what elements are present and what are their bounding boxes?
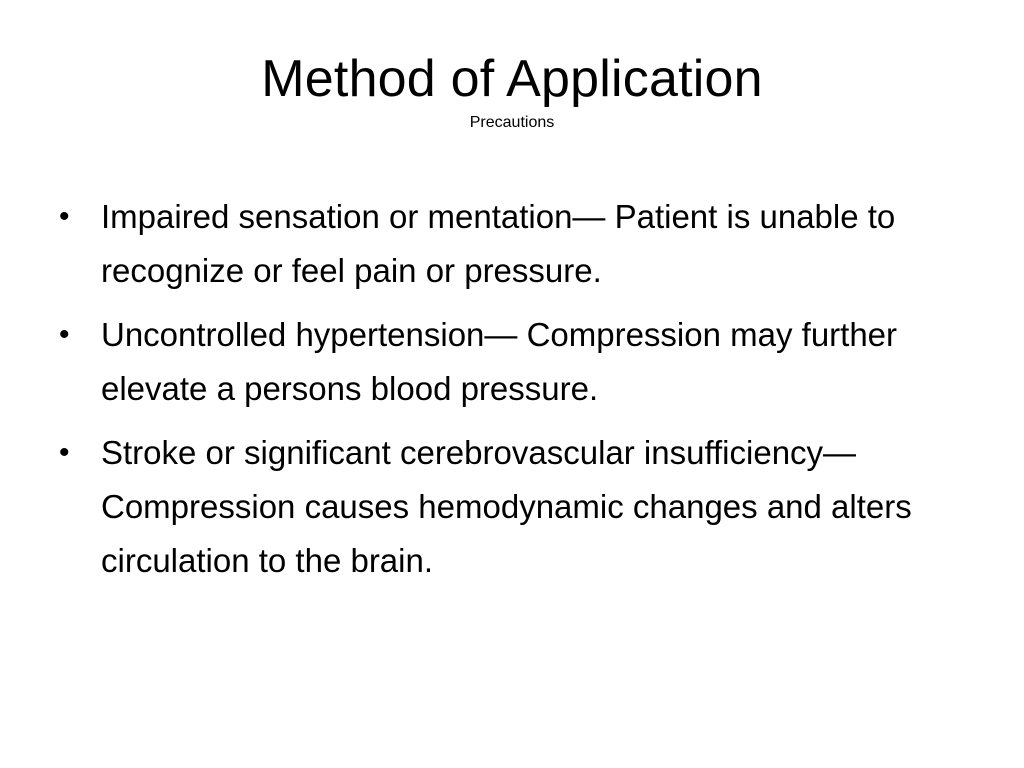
bullet-item-impaired-sensation bbox=[55, 190, 975, 298]
slide-title: Method of Application bbox=[261, 50, 763, 108]
bullet-text: Impaired sensation or mentation— Patient is unable to recognize or feel pain or pressure. bbox=[101, 198, 896, 289]
bullet-icon: • bbox=[59, 200, 70, 233]
title-block bbox=[0, 52, 1024, 132]
bullet-icon: • bbox=[59, 318, 70, 351]
bullet-item-uncontrolled-hypertension bbox=[55, 308, 975, 416]
bullet-icon: • bbox=[59, 436, 70, 469]
bullet-item-stroke bbox=[55, 426, 975, 588]
bullet-text: Uncontrolled hypertension— Compression may further elevate a persons blood pressure. bbox=[101, 316, 898, 407]
bullet-list bbox=[55, 190, 975, 598]
bullet-text: Stroke or significant cerebrovascular insufficiency— Compression causes hemodynamic changes and alters circulation to the brain. bbox=[101, 434, 912, 579]
slide-subtitle: Precautions bbox=[469, 113, 555, 131]
